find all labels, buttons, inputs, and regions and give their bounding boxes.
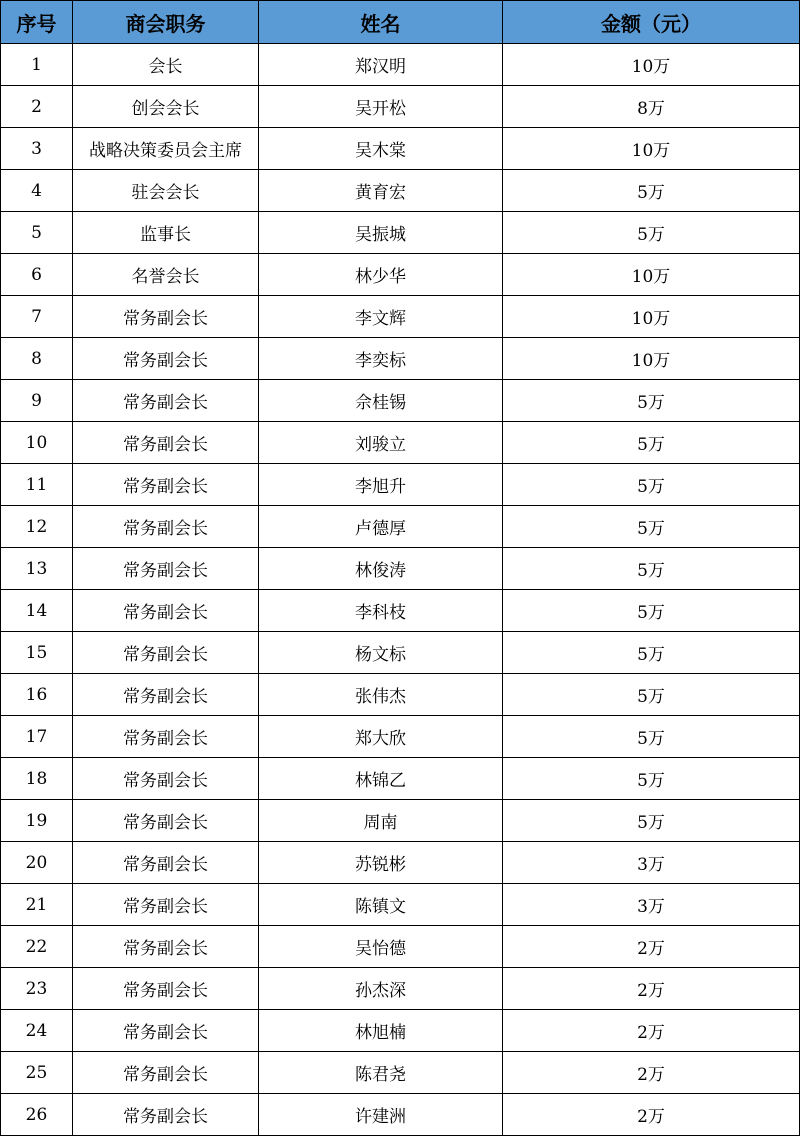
- table-header: [1, 1, 800, 44]
- cell-name: 林旭楠: [259, 1010, 503, 1052]
- cell-amount: 5万: [503, 380, 800, 422]
- cell-name: 杨文标: [259, 632, 503, 674]
- cell-index: 2: [1, 86, 73, 128]
- table-row: [1, 506, 800, 548]
- cell-name: 陈镇文: [259, 884, 503, 926]
- cell-name: 林俊涛: [259, 548, 503, 590]
- cell-amount: 5万: [503, 506, 800, 548]
- table-row: [1, 1010, 800, 1052]
- cell-index: 12: [1, 506, 73, 548]
- cell-position: 常务副会长: [73, 1052, 259, 1094]
- cell-index: 15: [1, 632, 73, 674]
- cell-amount: 10万: [503, 44, 800, 86]
- table-row: [1, 128, 800, 170]
- table-row: [1, 86, 800, 128]
- cell-index: 23: [1, 968, 73, 1010]
- header-row: [1, 1, 800, 44]
- cell-amount: 2万: [503, 1094, 800, 1136]
- cell-position: 常务副会长: [73, 1094, 259, 1136]
- table-row: [1, 254, 800, 296]
- cell-position: 常务副会长: [73, 338, 259, 380]
- cell-index: 25: [1, 1052, 73, 1094]
- cell-position: 常务副会长: [73, 842, 259, 884]
- cell-index: 7: [1, 296, 73, 338]
- cell-amount: 10万: [503, 296, 800, 338]
- cell-position: 常务副会长: [73, 422, 259, 464]
- table-row: [1, 296, 800, 338]
- cell-amount: 2万: [503, 968, 800, 1010]
- cell-name: 孙杰深: [259, 968, 503, 1010]
- table-row: [1, 212, 800, 254]
- cell-index: 13: [1, 548, 73, 590]
- cell-name: 吴木棠: [259, 128, 503, 170]
- cell-index: 5: [1, 212, 73, 254]
- cell-position: 驻会会长: [73, 170, 259, 212]
- table-row: [1, 380, 800, 422]
- cell-amount: 5万: [503, 632, 800, 674]
- cell-position: 会长: [73, 44, 259, 86]
- cell-amount: 5万: [503, 800, 800, 842]
- cell-position: 常务副会长: [73, 590, 259, 632]
- cell-index: 6: [1, 254, 73, 296]
- cell-amount: 10万: [503, 128, 800, 170]
- cell-index: 17: [1, 716, 73, 758]
- cell-amount: 10万: [503, 338, 800, 380]
- cell-name: 陈君尧: [259, 1052, 503, 1094]
- cell-amount: 5万: [503, 716, 800, 758]
- cell-position: 常务副会长: [73, 758, 259, 800]
- cell-name: 林少华: [259, 254, 503, 296]
- cell-amount: 2万: [503, 1010, 800, 1052]
- cell-index: 19: [1, 800, 73, 842]
- cell-name: 李文辉: [259, 296, 503, 338]
- cell-position: 常务副会长: [73, 716, 259, 758]
- cell-name: 郑汉明: [259, 44, 503, 86]
- cell-position: 常务副会长: [73, 884, 259, 926]
- cell-index: 20: [1, 842, 73, 884]
- cell-amount: 2万: [503, 926, 800, 968]
- cell-index: 10: [1, 422, 73, 464]
- cell-name: 林锦乙: [259, 758, 503, 800]
- cell-position: 常务副会长: [73, 296, 259, 338]
- table-body: [1, 44, 800, 1136]
- table-row: [1, 590, 800, 632]
- cell-name: 郑大欣: [259, 716, 503, 758]
- cell-position: 常务副会长: [73, 674, 259, 716]
- header-index: 序号: [1, 1, 73, 44]
- header-position: 商会职务: [73, 1, 259, 44]
- table-row: [1, 884, 800, 926]
- table-row: [1, 1094, 800, 1136]
- cell-index: 1: [1, 44, 73, 86]
- cell-position: 常务副会长: [73, 464, 259, 506]
- cell-amount: 5万: [503, 212, 800, 254]
- cell-name: 周南: [259, 800, 503, 842]
- cell-index: 11: [1, 464, 73, 506]
- table-row: [1, 170, 800, 212]
- table-row: [1, 758, 800, 800]
- cell-amount: 5万: [503, 674, 800, 716]
- cell-position: 监事长: [73, 212, 259, 254]
- cell-amount: 5万: [503, 758, 800, 800]
- cell-name: 佘桂锡: [259, 380, 503, 422]
- header-amount: 金额（元）: [503, 1, 800, 44]
- cell-amount: 3万: [503, 842, 800, 884]
- cell-index: 26: [1, 1094, 73, 1136]
- cell-position: 常务副会长: [73, 800, 259, 842]
- table-row: [1, 632, 800, 674]
- cell-index: 14: [1, 590, 73, 632]
- cell-amount: 2万: [503, 1052, 800, 1094]
- table-row: [1, 464, 800, 506]
- cell-amount: 5万: [503, 590, 800, 632]
- cell-index: 9: [1, 380, 73, 422]
- cell-name: 吴开松: [259, 86, 503, 128]
- cell-position: 常务副会长: [73, 926, 259, 968]
- table-row: [1, 842, 800, 884]
- table-row: [1, 926, 800, 968]
- cell-index: 24: [1, 1010, 73, 1052]
- table-row: [1, 674, 800, 716]
- table-row: [1, 968, 800, 1010]
- cell-amount: 8万: [503, 86, 800, 128]
- cell-position: 常务副会长: [73, 506, 259, 548]
- cell-index: 8: [1, 338, 73, 380]
- cell-index: 3: [1, 128, 73, 170]
- table-row: [1, 716, 800, 758]
- cell-name: 张伟杰: [259, 674, 503, 716]
- cell-index: 4: [1, 170, 73, 212]
- table-row: [1, 1052, 800, 1094]
- cell-name: 李旭升: [259, 464, 503, 506]
- cell-amount: 5万: [503, 464, 800, 506]
- cell-position: 战略决策委员会主席: [73, 128, 259, 170]
- cell-name: 吴怡德: [259, 926, 503, 968]
- cell-name: 许建洲: [259, 1094, 503, 1136]
- cell-name: 卢德厚: [259, 506, 503, 548]
- cell-index: 22: [1, 926, 73, 968]
- cell-amount: 3万: [503, 884, 800, 926]
- table-row: [1, 44, 800, 86]
- cell-index: 21: [1, 884, 73, 926]
- cell-position: 常务副会长: [73, 632, 259, 674]
- header-name: 姓名: [259, 1, 503, 44]
- cell-name: 刘骏立: [259, 422, 503, 464]
- cell-amount: 5万: [503, 170, 800, 212]
- table-row: [1, 800, 800, 842]
- cell-position: 常务副会长: [73, 1010, 259, 1052]
- cell-index: 18: [1, 758, 73, 800]
- cell-position: 常务副会长: [73, 380, 259, 422]
- cell-index: 16: [1, 674, 73, 716]
- cell-position: 常务副会长: [73, 548, 259, 590]
- cell-name: 苏锐彬: [259, 842, 503, 884]
- cell-name: 黄育宏: [259, 170, 503, 212]
- cell-position: 创会会长: [73, 86, 259, 128]
- table-row: [1, 422, 800, 464]
- cell-amount: 5万: [503, 548, 800, 590]
- cell-amount: 10万: [503, 254, 800, 296]
- cell-name: 李科枝: [259, 590, 503, 632]
- table-row: [1, 338, 800, 380]
- cell-name: 吴振城: [259, 212, 503, 254]
- cell-name: 李奕标: [259, 338, 503, 380]
- cell-position: 名誉会长: [73, 254, 259, 296]
- cell-amount: 5万: [503, 422, 800, 464]
- table-row: [1, 548, 800, 590]
- cell-position: 常务副会长: [73, 968, 259, 1010]
